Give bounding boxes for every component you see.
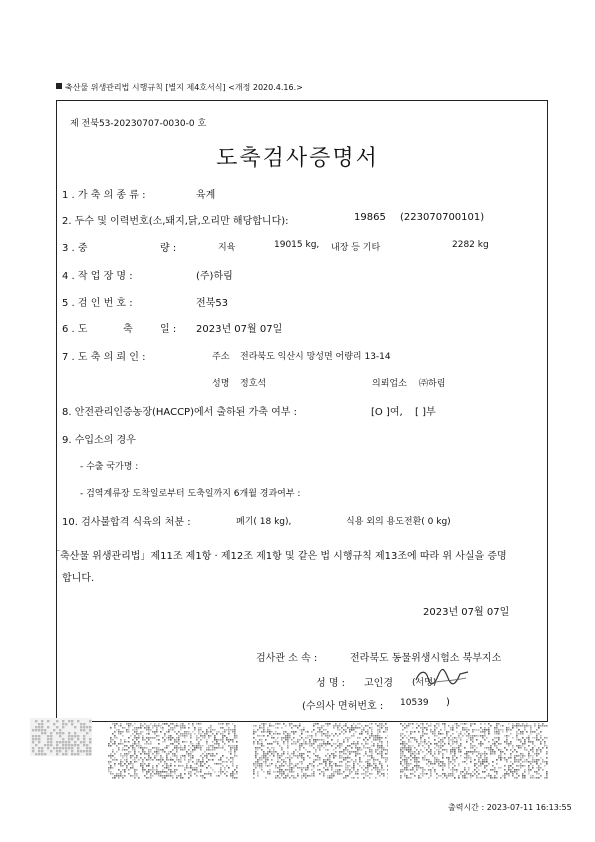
item-5-value: 전북53 bbox=[196, 298, 229, 309]
item-1-value: 육계 bbox=[196, 190, 216, 201]
item-6-value: 2023년 07월 07일 bbox=[196, 324, 283, 335]
item-3-label-end: 량 : bbox=[160, 243, 177, 254]
signature-icon bbox=[410, 664, 474, 690]
seal-text: (서명) bbox=[412, 678, 437, 688]
inspector-org-label: 검사관 소 속 : bbox=[256, 653, 318, 664]
license-close: ) bbox=[446, 697, 450, 708]
item-5-label: 5 . 검 인 번 호 : bbox=[62, 298, 133, 309]
form-note-text: 축산물 위생관리법 시행규칙 [별지 제4호서식] <개정 2020.4.16.> bbox=[65, 83, 303, 92]
item-7-label: 7 . 도 축 의 뢰 인 : bbox=[62, 352, 146, 363]
item-7-name-value: 정호석 bbox=[240, 379, 267, 389]
item-8-label: 8. 안전관리인증농장(HACCP)에서 출하된 가축 여부 : bbox=[62, 407, 298, 418]
qr-code-icon bbox=[30, 718, 92, 756]
item-7-company-label: 의뢰업소 bbox=[372, 379, 407, 389]
item-7-company-value: ㈜하림 bbox=[419, 379, 446, 389]
item-6-label: 6 . 도 bbox=[62, 324, 88, 335]
doc-number: 제 전북53-20230707-0030-0 호 bbox=[70, 119, 207, 129]
item-8-no: [ ]부 bbox=[415, 407, 436, 418]
license-label: (수의사 면허번호 : bbox=[302, 701, 384, 712]
item-10-label: 10. 검사불합격 식육의 처분 : bbox=[62, 517, 191, 528]
item-1-label: 1 . 가 축 의 종 류 : bbox=[62, 190, 146, 201]
certify-line-1: 「축산물 위생관리법」제11조 제1항 · 제12조 제1항 및 같은 법 시행규칙 제13조에 따라 위 사실을 증명 bbox=[50, 551, 507, 562]
item-9-quarantine: - 검역계류장 도착일로부터 도축일까지 6개월 경과여부 : bbox=[80, 489, 301, 499]
item-3-label: 3 . 중 bbox=[62, 243, 88, 254]
item-7-name-label: 성명 bbox=[212, 379, 230, 389]
certify-line-2: 합니다. bbox=[62, 573, 95, 584]
item-6-label-mid: 축 bbox=[123, 324, 133, 335]
license-value: 10539 bbox=[400, 698, 429, 708]
item-3-other-label: 내장 등 기타 bbox=[331, 243, 381, 253]
item-9-export-country: - 수출 국가명 : bbox=[80, 462, 139, 472]
barcode-2-icon bbox=[253, 723, 388, 779]
barcode-3-icon bbox=[400, 723, 548, 779]
item-3-other-value: 2282 kg bbox=[452, 240, 489, 250]
item-10-other-use: 식용 외의 용도전환( 0 kg) bbox=[346, 517, 451, 527]
item-7-address-value: 전라북도 익산시 망성면 어량리 13-14 bbox=[240, 352, 391, 362]
item-4-value: (주)하림 bbox=[196, 271, 233, 282]
form-note bbox=[56, 82, 303, 93]
item-3-meat-label: 지육 bbox=[218, 243, 236, 253]
item-8-yes: [O ]여, bbox=[371, 407, 403, 418]
item-2-label: 2. 두수 및 이력번호(소,돼지,닭,오리만 해당합니다): bbox=[62, 216, 289, 227]
inspector-name-value: 고인경 bbox=[364, 678, 393, 689]
item-10-disposal: 폐기( 18 kg), bbox=[236, 517, 292, 527]
item-6-label-end: 일 : bbox=[160, 324, 177, 335]
inspector-name-label: 성 명 : bbox=[316, 678, 346, 689]
item-9-label: 9. 수입소의 경우 bbox=[62, 435, 136, 446]
page-title: 도축검사증명서 bbox=[216, 146, 379, 171]
item-7-address-label: 주소 bbox=[212, 352, 230, 362]
square-bullet-icon bbox=[56, 83, 62, 89]
print-time: 출력시간 : 2023-07-11 16:13:55 bbox=[448, 803, 572, 812]
item-2-count: 19865 bbox=[354, 212, 386, 223]
item-3-meat-value: 19015 kg, bbox=[274, 240, 320, 250]
inspector-org-value: 전라북도 동물위생시험소 북부지소 bbox=[350, 653, 502, 664]
barcode-1-icon bbox=[108, 723, 238, 779]
item-4-label: 4 . 작 업 장 명 : bbox=[62, 271, 133, 282]
issue-date: 2023년 07월 07일 bbox=[423, 607, 510, 618]
item-2-trace: (223070700101) bbox=[400, 212, 485, 223]
